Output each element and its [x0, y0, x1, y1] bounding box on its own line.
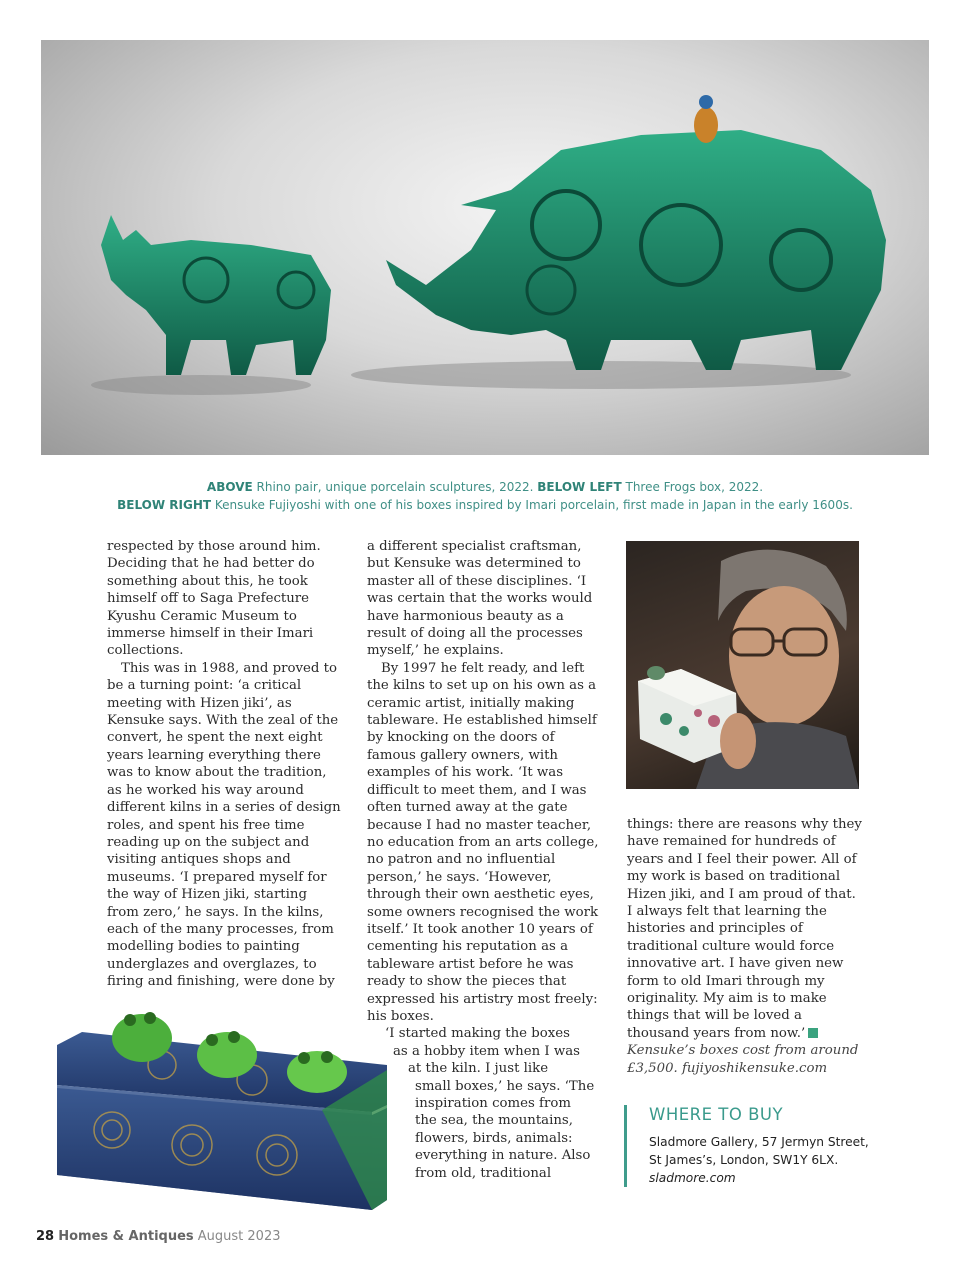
col1-paragraph-2: This was in 1988, and proved to be a turning point: ‘a critical meeting with Hizen jiki’, as Kensuke says. With the zeal of the convert, he spent the next eight years learning everything there was to know about the tradition, as he worked his way around different kilns in a series of design roles, and spent his free time reading up on the subject and visiting antiques shops and museums. ‘I prepared myself for the way of Hizen jiki, starting from zero,’ he says. In the kilns, each of the many processes, from modelling bodies to painting underglazes and overglazes, to firing and finishing, were done by [107, 660, 341, 990]
where-to-buy-address-line-1: Sladmore Gallery, 57 Jermyn Street, [649, 1135, 869, 1149]
where-to-buy-url: sladmore.com [649, 1171, 736, 1185]
col2-p3-line-1: ‘I started making the boxes [385, 1026, 570, 1042]
square-end-mark-icon [808, 1028, 818, 1038]
col2-p3-line-7: flowers, birds, animals: [415, 1130, 573, 1146]
photo-caption [60, 478, 910, 514]
col2-p3-line-3: at the kiln. I just like [408, 1061, 549, 1077]
rhino-pair-illustration [41, 40, 929, 455]
caption-label-above: ABOVE [206, 480, 253, 494]
artist-portrait-illustration [626, 541, 859, 789]
caption-line-2 [60, 496, 910, 514]
price-credit-line-1: Kensuke’s boxes cost from around [627, 1043, 859, 1059]
col2-p3-line-5: inspiration comes from [415, 1096, 571, 1111]
artist-portrait-photo [626, 541, 859, 789]
col2-paragraph-1: a different specialist craftsman, but Kensuke was determined to master all of these disciplines. ‘I was certain that the works would have harmonious beauty as a result of doing all the processes myself,’ he explains. [367, 539, 593, 659]
caption-text-below-left: Three Frogs box, 2022. [621, 480, 764, 494]
page-number: 28 [36, 1229, 55, 1244]
where-to-buy-box [624, 1105, 899, 1187]
rhino-pair-photo [41, 40, 929, 455]
caption-line-1 [60, 478, 910, 496]
col3-paragraph-1-text: things: there are reasons why they have remained for hundreds of years and I feel their power. All of my work is based on traditional Hizen jiki, and I am proud of that. I always felt that learning the histories and principles of traditional culture would force innovative art. I have given new form to old Imari through my originality. My aim is to make things that will be loved a thousand years from now.’ [627, 817, 862, 1041]
where-to-buy-address-line-2: St James’s, London, SW1Y 6LX. [649, 1153, 839, 1167]
issue-date: August 2023 [197, 1229, 281, 1244]
col1-paragraph-1: respected by those around him. Deciding that he had better do something about this, he took himself off to Saga Prefecture Kyushu Ceramic Museum to immerse himself in their Imari collections. [107, 539, 321, 659]
article-column-2 [367, 538, 603, 1182]
where-to-buy-title: WHERE TO BUY [649, 1105, 784, 1124]
magazine-name: Homes & Antiques [58, 1229, 194, 1244]
col2-paragraph-2: By 1997 he felt ready, and left the kilns to set up on his own as a ceramic artist, initially making tableware. He established himself by knocking on the doors of famous gallery owners, with examples of his work. ‘It was difficult to meet them, and I was often turned away at the gate because I had no master teacher, no education from an arts college, no patron and no influential person,’ he says. ‘However, through their own aesthetic eyes, some owners recognised the work itself.’ It took another 10 years of cementing his reputation as a tableware artist before he was ready to show the pieces that expressed his artistry most freely: his boxes. [367, 660, 599, 1024]
caption-label-below-right: BELOW RIGHT [117, 498, 212, 512]
caption-text-above: Rhino pair, unique porcelain sculptures, 2022. [252, 480, 538, 494]
col2-p3-line-8: everything in nature. Also [415, 1148, 591, 1164]
article-column-3 [627, 816, 863, 1077]
page-footer [36, 1229, 281, 1244]
col2-p3-line-4: small boxes,’ he says. ‘The [415, 1078, 595, 1094]
col2-p3-line-2: as a hobby item when I was [393, 1043, 580, 1059]
article-column-1 [107, 538, 342, 991]
col2-p3-line-9: from old, traditional [415, 1165, 552, 1181]
three-frogs-box-illustration [52, 1000, 392, 1215]
col2-paragraph-3 [367, 1025, 603, 1182]
large-rhino [386, 95, 886, 370]
caption-text-below-right: Kensuke Fujiyoshi with one of his boxes inspired by Imari porcelain, first made in Japan in the early 1600s. [211, 498, 853, 512]
caption-label-below-left: BELOW LEFT [537, 480, 622, 494]
col3-paragraph-1 [627, 816, 863, 1042]
price-credit-line-2: £3,500. fujiyoshikensuke.com [627, 1060, 828, 1076]
small-rhino [101, 215, 331, 375]
col2-p3-line-6: the sea, the mountains, [415, 1113, 573, 1129]
three-frogs-box-photo [52, 1000, 392, 1215]
